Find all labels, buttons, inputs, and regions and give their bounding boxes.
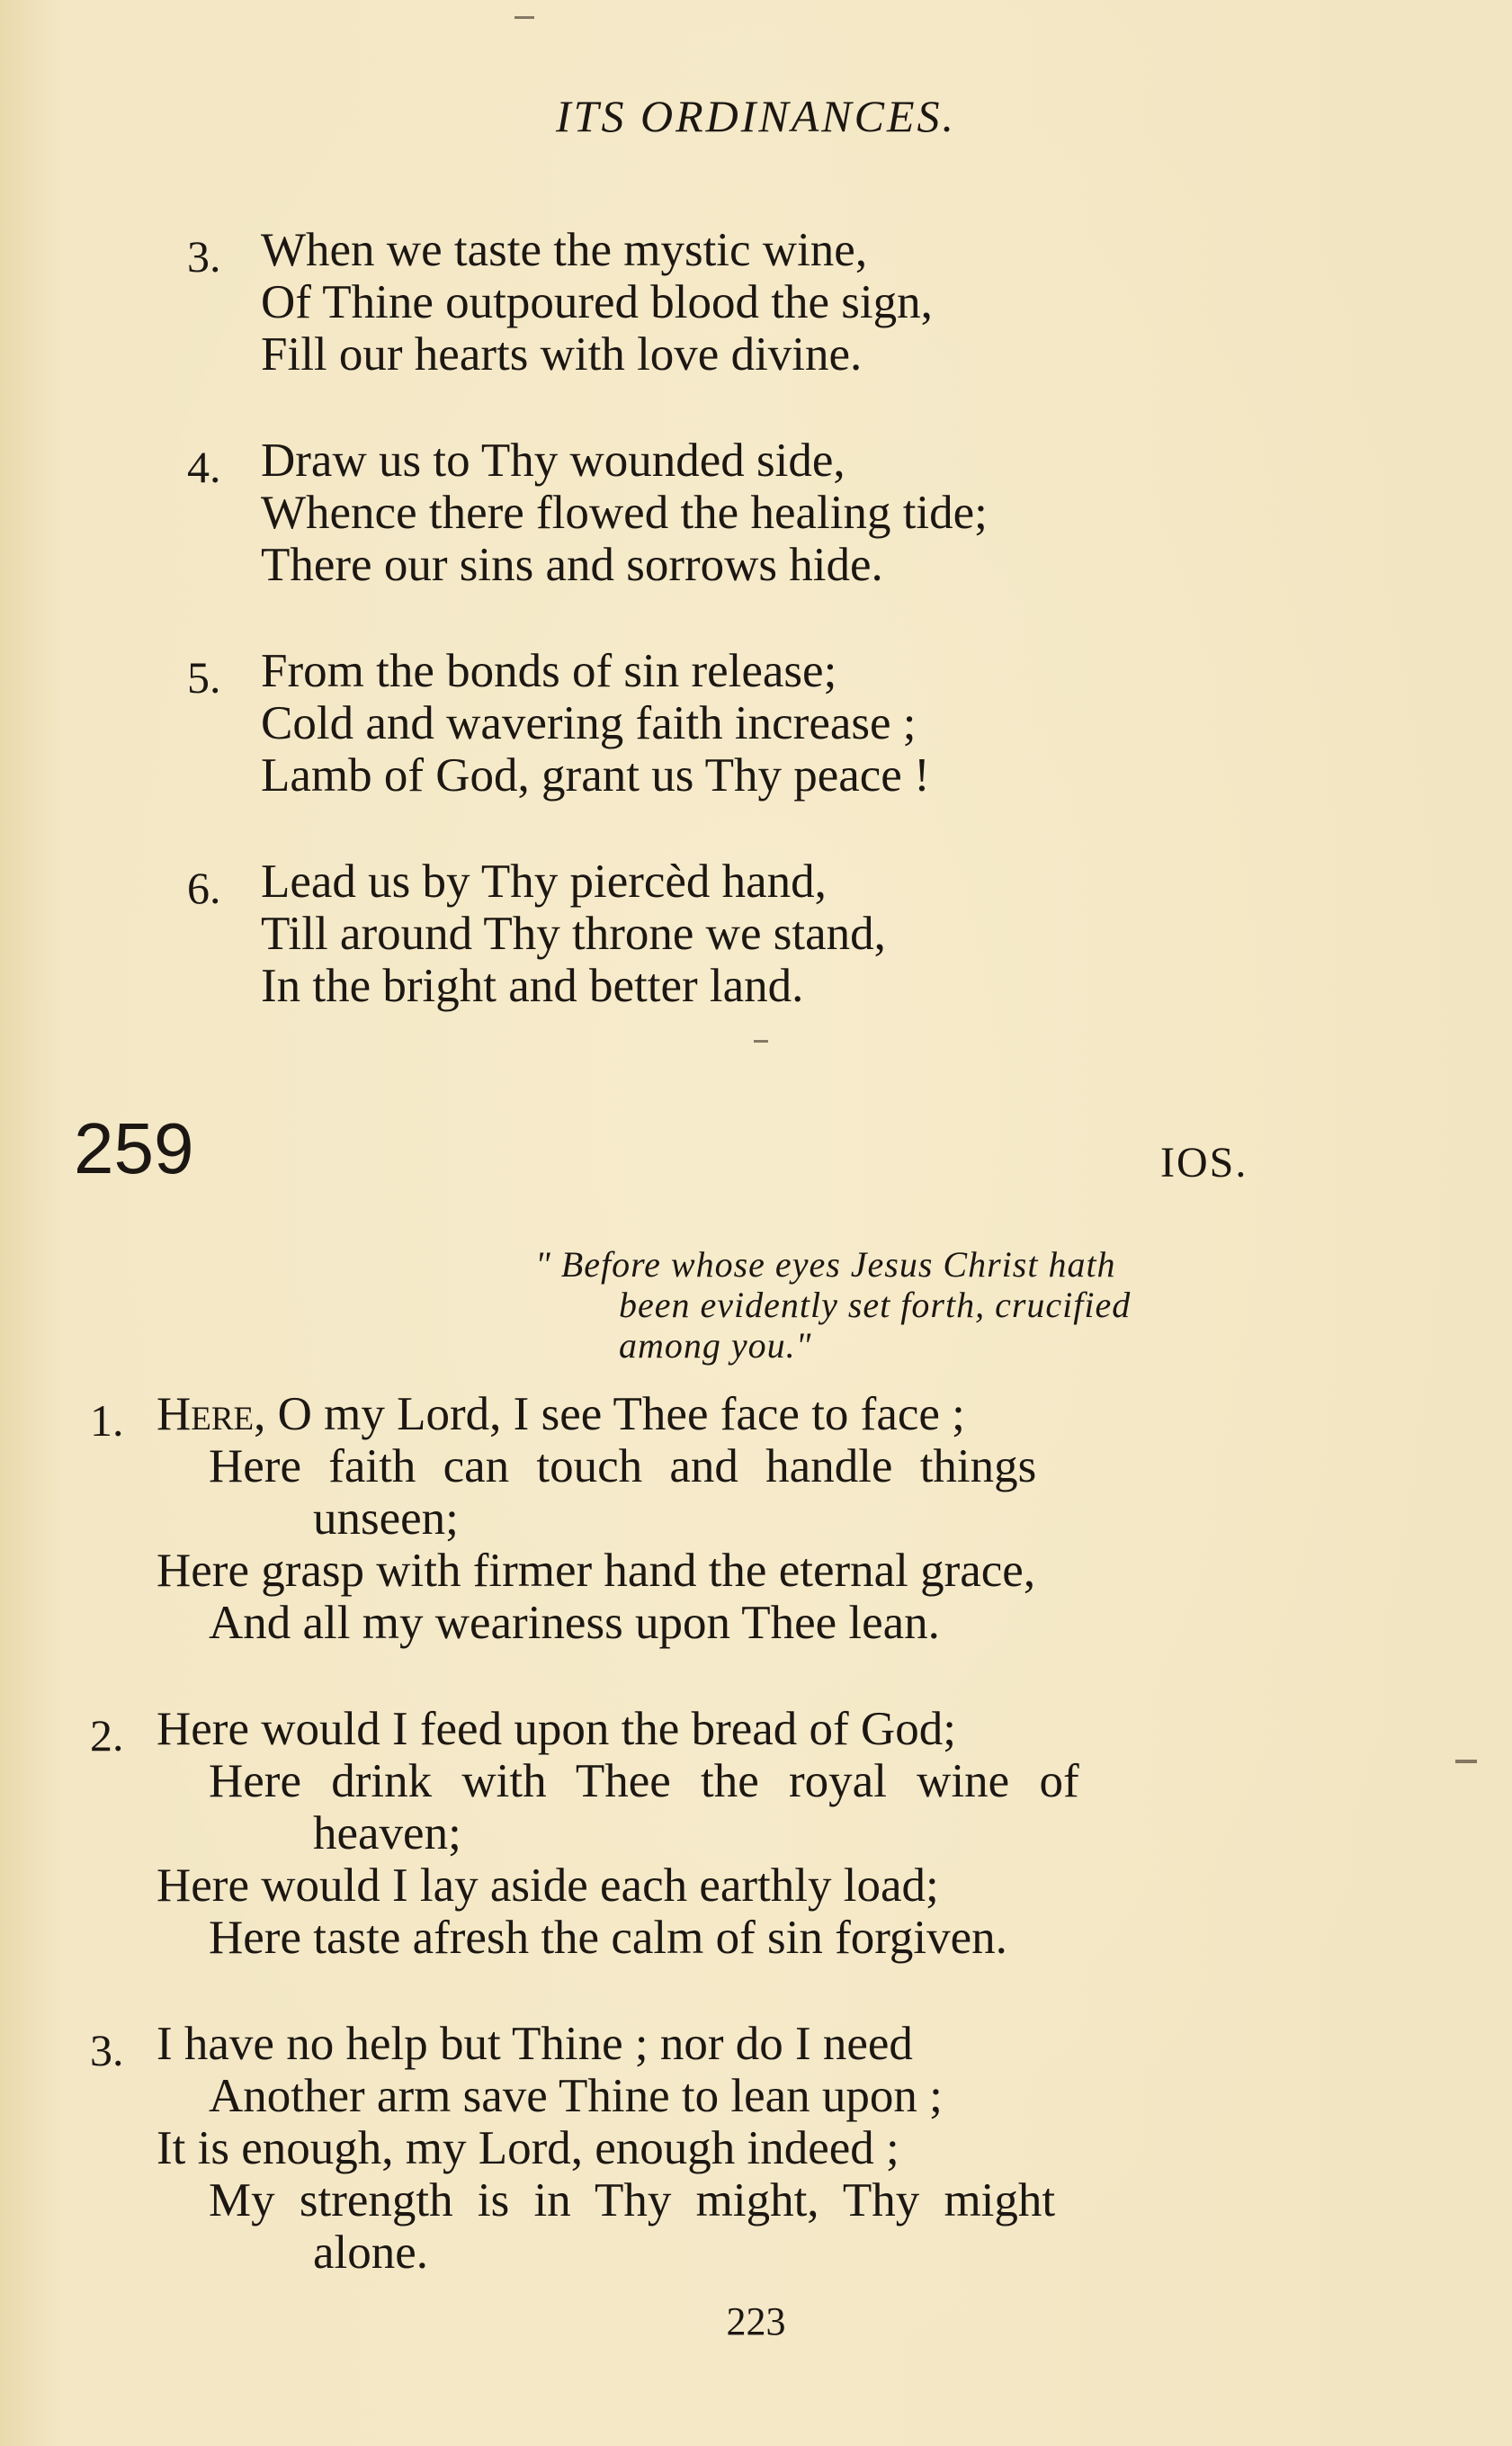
verse-line: Whence there flowed the healing tide; <box>261 487 988 539</box>
verse-line: Fill our hearts with love divine. <box>261 328 863 381</box>
verse-line: Here drink with Thee the royal wine of <box>209 1755 1079 1807</box>
stanza <box>157 2018 1055 2279</box>
running-head: ITS ORDINANCES. <box>556 91 956 141</box>
stanza <box>261 224 933 381</box>
verse-line: Here faith can touch and handle things <box>209 1440 1037 1492</box>
stanza-number: 6. <box>187 863 221 913</box>
stanza-number: 4. <box>187 442 221 492</box>
verse-line: There our sins and sorrows hide. <box>261 539 883 591</box>
first-word: Here, <box>157 1388 266 1440</box>
verse-line: When we taste the mystic wine, <box>261 224 868 276</box>
verse-line: From the bonds of sin release; <box>261 645 837 697</box>
verse-line: And all my weariness upon Thee lean. <box>209 1597 940 1649</box>
tune-name: IOS. <box>1160 1139 1248 1187</box>
verse-line: Lamb of God, grant us Thy peace ! <box>261 749 930 802</box>
verse-line: My strength is in Thy might, Thy might <box>209 2174 1056 2226</box>
verse-line: Till around Thy throne we stand, <box>261 908 886 960</box>
verse-line: Cold and wavering faith increase ; <box>261 697 917 749</box>
hymn-number: 259 <box>74 1108 194 1188</box>
epigraph-line: been evidently set forth, crucified <box>619 1285 1132 1325</box>
verse-line: Here taste afresh the calm of sin forgiven. <box>209 1912 1007 1964</box>
stanza-number: 2. <box>90 1710 124 1761</box>
verse-line: Here would I feed upon the bread of God; <box>157 1703 956 1755</box>
verse-line: alone. <box>313 2226 429 2279</box>
stanza <box>261 856 886 1012</box>
verse-line: Draw us to Thy wounded side, <box>261 435 845 487</box>
verse-line: Lead us by Thy piercèd hand, <box>261 856 827 908</box>
verse-line: It is enough, my Lord, enough indeed ; <box>157 2122 899 2174</box>
ink-speck <box>514 16 534 19</box>
verse-line: Here, O my Lord, I see Thee face to face ; <box>157 1388 965 1440</box>
stanza-number: 1. <box>90 1395 124 1446</box>
verse-line: Here would I lay aside each earthly load; <box>157 1859 939 1912</box>
verse-line: Of Thine outpoured blood the sign, <box>261 276 933 328</box>
stanza <box>261 645 930 802</box>
epigraph <box>535 1244 1131 1366</box>
epigraph-line: among you." <box>619 1325 812 1366</box>
stanza-number: 3. <box>187 231 221 282</box>
verse-line: I have no help but Thine ; nor do I need <box>157 2018 913 2070</box>
stanza <box>157 1388 1036 1649</box>
verse-line: Another arm save Thine to lean upon ; <box>209 2070 943 2122</box>
verse-line: In the bright and better land. <box>261 960 804 1012</box>
stanza <box>157 1703 1079 1964</box>
verse-line: heaven; <box>313 1807 461 1859</box>
ink-speck <box>1455 1760 1477 1763</box>
stanza <box>261 435 988 591</box>
epigraph-line: " Before whose eyes Jesus Christ hath <box>535 1244 1116 1285</box>
verse-line: Here grasp with firmer hand the eternal grace, <box>157 1545 1036 1597</box>
verse-line: unseen; <box>313 1492 459 1545</box>
page-number: 223 <box>726 2299 786 2343</box>
stanza-number: 3. <box>90 2025 124 2075</box>
stanza-number: 5. <box>187 652 221 703</box>
ink-speck <box>754 1040 768 1043</box>
